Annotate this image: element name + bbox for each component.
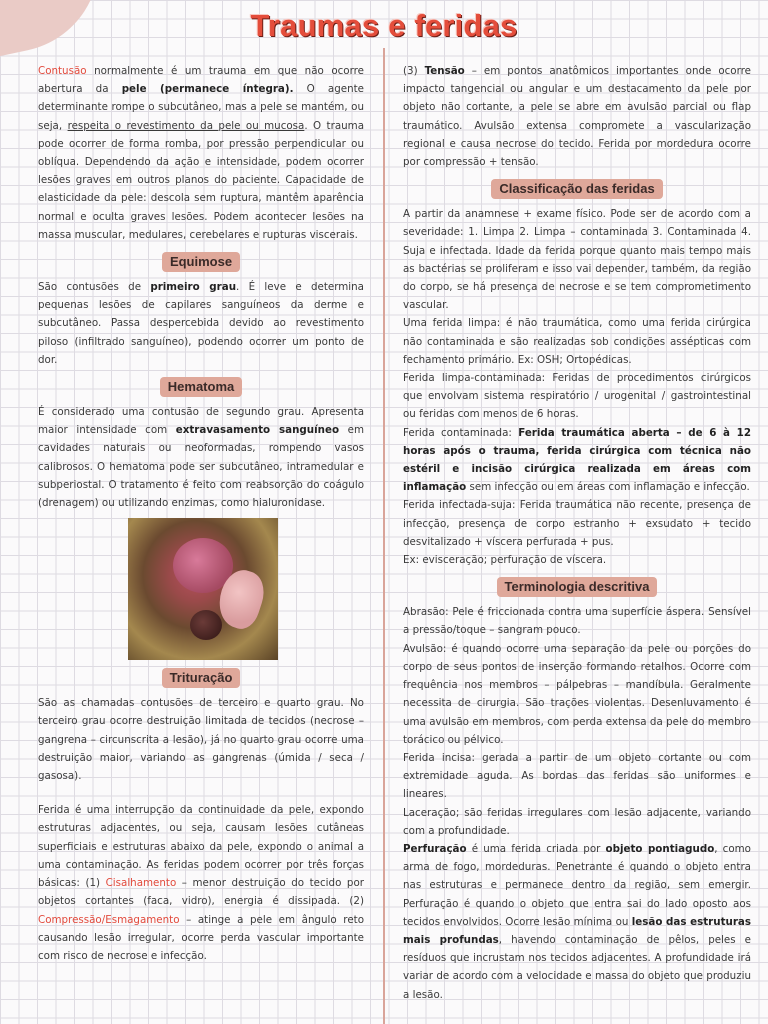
- text: , como arma de fogo, mordeduras. Penetrante é quando o objeto entra nas estruturas e permanece dentro da região, sem emergir. Perfuração é quando o objeto que entra sai do lado oposto aos tecidos envolvidos. Ocorre lesão mínima ou: [403, 842, 751, 928]
- bold-text: lesão das estruturas mais profundas: [403, 915, 751, 946]
- text: – menor destruição do tecido por objetos cortantes (faca, vidro), energia é dissipada. (2): [38, 877, 364, 908]
- right-column: [403, 62, 751, 1004]
- bold-text: Ferida traumática aberta – de 6 à 12 horas após o trauma, ferida cirúrgica com técnica não estéril e incisão cirúrgica realizada em áreas com inflamação: [403, 426, 751, 494]
- tensao-paragraph: [403, 62, 751, 171]
- equimose-paragraph: [38, 278, 364, 369]
- terminologia-p5: [403, 840, 751, 1004]
- classificacao-p4: [403, 424, 751, 497]
- classificacao-p1: A partir da anamnese + exame físico. Pode ser de acordo com a severidade: 1. Limpa 2. Limpa – contaminada 3. Contaminada 4. Suja e infectada. Idade da ferida porque quanto mais tempo mais as bactérias se proliferam e isso vai depender, também, da região do corpo, se há presença de necrose e se tem comprometimento vascular.: [403, 208, 751, 312]
- left-column: [38, 62, 364, 965]
- bold-text: Perfuração: [403, 842, 467, 855]
- text: . É leve e determina pequenas lesões de capilares sanguíneos da derme e subcutâneo. Passa despercebida devido ao revestimento piloso (infiltrado sanguíneo), podendo ocorrer um ponto de dor.: [38, 281, 364, 366]
- heading-classificacao: Classificação das feridas: [491, 179, 662, 199]
- highlight-cisalhamento: Cisalhamento: [105, 877, 177, 890]
- terminologia-p2: Avulsão: é quando ocorre uma separação da pele ou porções do corpo de seus pontos de inserção formando retalhos. Ocorre com frequência nos membros – pálpebras – mandíbula. Geralmente necessita de cirurgia. São trações violentas. Desenluvamento é uma avulsão em membros, com perda extensa da pele do membro torácico ou pélvico.: [403, 642, 751, 746]
- text: sem infecção ou em áreas com inflamação e infecção.: [466, 481, 750, 494]
- heading-terminologia: Terminologia descritiva: [497, 577, 658, 597]
- bold-text: pele (permanece íntegra).: [121, 83, 294, 96]
- text: é uma ferida criada por: [466, 842, 606, 855]
- ferida-paragraph: [38, 801, 364, 965]
- terminologia-p4: Laceração; são feridas irregulares com lesão adjacente, variando com a profundidade.: [403, 806, 751, 837]
- heading-equimose: Equimose: [162, 252, 240, 272]
- trituracao-paragraph: São as chamadas contusões de terceiro e quarto grau. No terceiro grau ocorre destruição limitada de tecidos (necrose – gangrena – circunscrita a lesão), já no quarto grau ocorre uma destruição maior, variando as gangrenas (úmida / seca / gasosa).: [38, 697, 364, 783]
- heading-trituracao: Trituração: [162, 668, 241, 688]
- underlined-text: respeita o revestimento da pele ou mucosa: [67, 119, 305, 132]
- nodule-shape: [190, 610, 222, 640]
- text: – em pontos anatômicos importantes onde ocorre impacto tangencial ou angular e um destacamento da pele por objeto não cortante, a pele se abre em avulsão parcial ou flap traumático. Avulsão extensa compromete a vascularização regional e causa necrose do tecido. Ferida por mordedura ocorre por compressão + tensão.: [403, 65, 752, 169]
- text: normalmente é um trauma em que não ocorre abertura da: [38, 65, 364, 96]
- contusao-paragraph: [38, 62, 364, 244]
- classificacao-p6: Ex: evisceração; perfuração de víscera.: [403, 554, 607, 567]
- text: (3): [403, 65, 425, 77]
- classificacao-p2: Uma ferida limpa: é não traumática, como uma ferida cirúrgica não contaminada e são realizadas sob condições assépticas com fechamento primário. Ex: OSH; Ortopédicas.: [403, 317, 751, 366]
- text: Ferida contaminada:: [403, 426, 519, 439]
- wound-photo: [128, 518, 278, 660]
- page-title: Traumas e feridas: [250, 8, 518, 43]
- terminologia-p1: Abrasão: Pele é friccionada contra uma superfície áspera. Sensível a pressão/toque – sangram pouco.: [403, 606, 751, 637]
- bold-text: objeto pontiagudo: [605, 842, 715, 855]
- spacer: [38, 785, 364, 801]
- text: O agente determinante rompe o subcutâneo, mas a pele se mantém, ou seja,: [38, 83, 364, 132]
- bold-text: Tensão: [424, 65, 465, 77]
- hematoma-paragraph: [38, 403, 364, 512]
- text: . O trauma pode ocorrer de forma romba, por pressão perpendicular ou oblíqua. Dependendo da ação e intensidade, podem ocorrer lesões graves em outros planos do paciente. Capacidade de elasticidade da pele: descola sem ruptura, mantêm aparência normal e oculta graves lesões. Podem acontecer lesões na massa muscular, medulares, cerebelares e rupturas viscerais.: [38, 119, 364, 241]
- contusao-term: Contusão: [38, 65, 87, 77]
- text: É considerado uma contusão de segundo grau. Apresenta maior intensidade com: [38, 406, 364, 437]
- text: – atinge a pele em ângulo reto causando lesão irregular, ocorre perda vascular importante com risco de necrose e infecção.: [38, 913, 364, 962]
- bold-text: extravasamento sanguíneo: [175, 424, 340, 437]
- heading-hematoma: Hematoma: [160, 377, 242, 397]
- column-divider: [383, 48, 385, 1024]
- classificacao-p3: Ferida limpa-contaminada: Feridas de procedimentos cirúrgicos que envolvam sistema respiratório / urogenital / gastrointestinal ou feridas com menos de 6 horas.: [403, 372, 751, 421]
- terminologia-p3: Ferida incisa: gerada a partir de um objeto cortante ou com extremidade aguda. As bordas das feridas são uniformes e lineares.: [403, 751, 751, 801]
- text: São contusões de: [38, 281, 151, 294]
- text: Ferida é uma interrupção da continuidade da pele, expondo estruturas adjacentes, ou seja, causam lesões cutâneas superficiais e estruturas abaixo da pele, expondo o animal a uma contaminação. As feridas podem ocorrer por três forças básicas: (1): [38, 804, 364, 890]
- classificacao-p5: Ferida infectada-suja: Ferida traumática não recente, presença de infecção, presença de corpo estranho + exsudato + tecido desvitalizado + víscera perfurada + pus.: [403, 499, 751, 548]
- highlight-compressao: Compressão/Esmagamento: [38, 913, 180, 926]
- text: em cavidades naturais ou neoformadas, rompendo vasos calibrosos. O hematoma pode ser subcutâneo, intramedular e subperiostal. O tratamento é feito com reabsorção do coágulo (drenagem) ou utilizando enzimas, como hialuronidase.: [38, 424, 365, 510]
- bold-text: primeiro grau: [150, 281, 237, 294]
- text: , havendo contaminação de pêlos, peles e resíduos que incrustam nos tecidos adjacentes. A profundidade irá variar de acordo com a velocidade e massa do objeto que produziu a lesão.: [403, 933, 751, 1001]
